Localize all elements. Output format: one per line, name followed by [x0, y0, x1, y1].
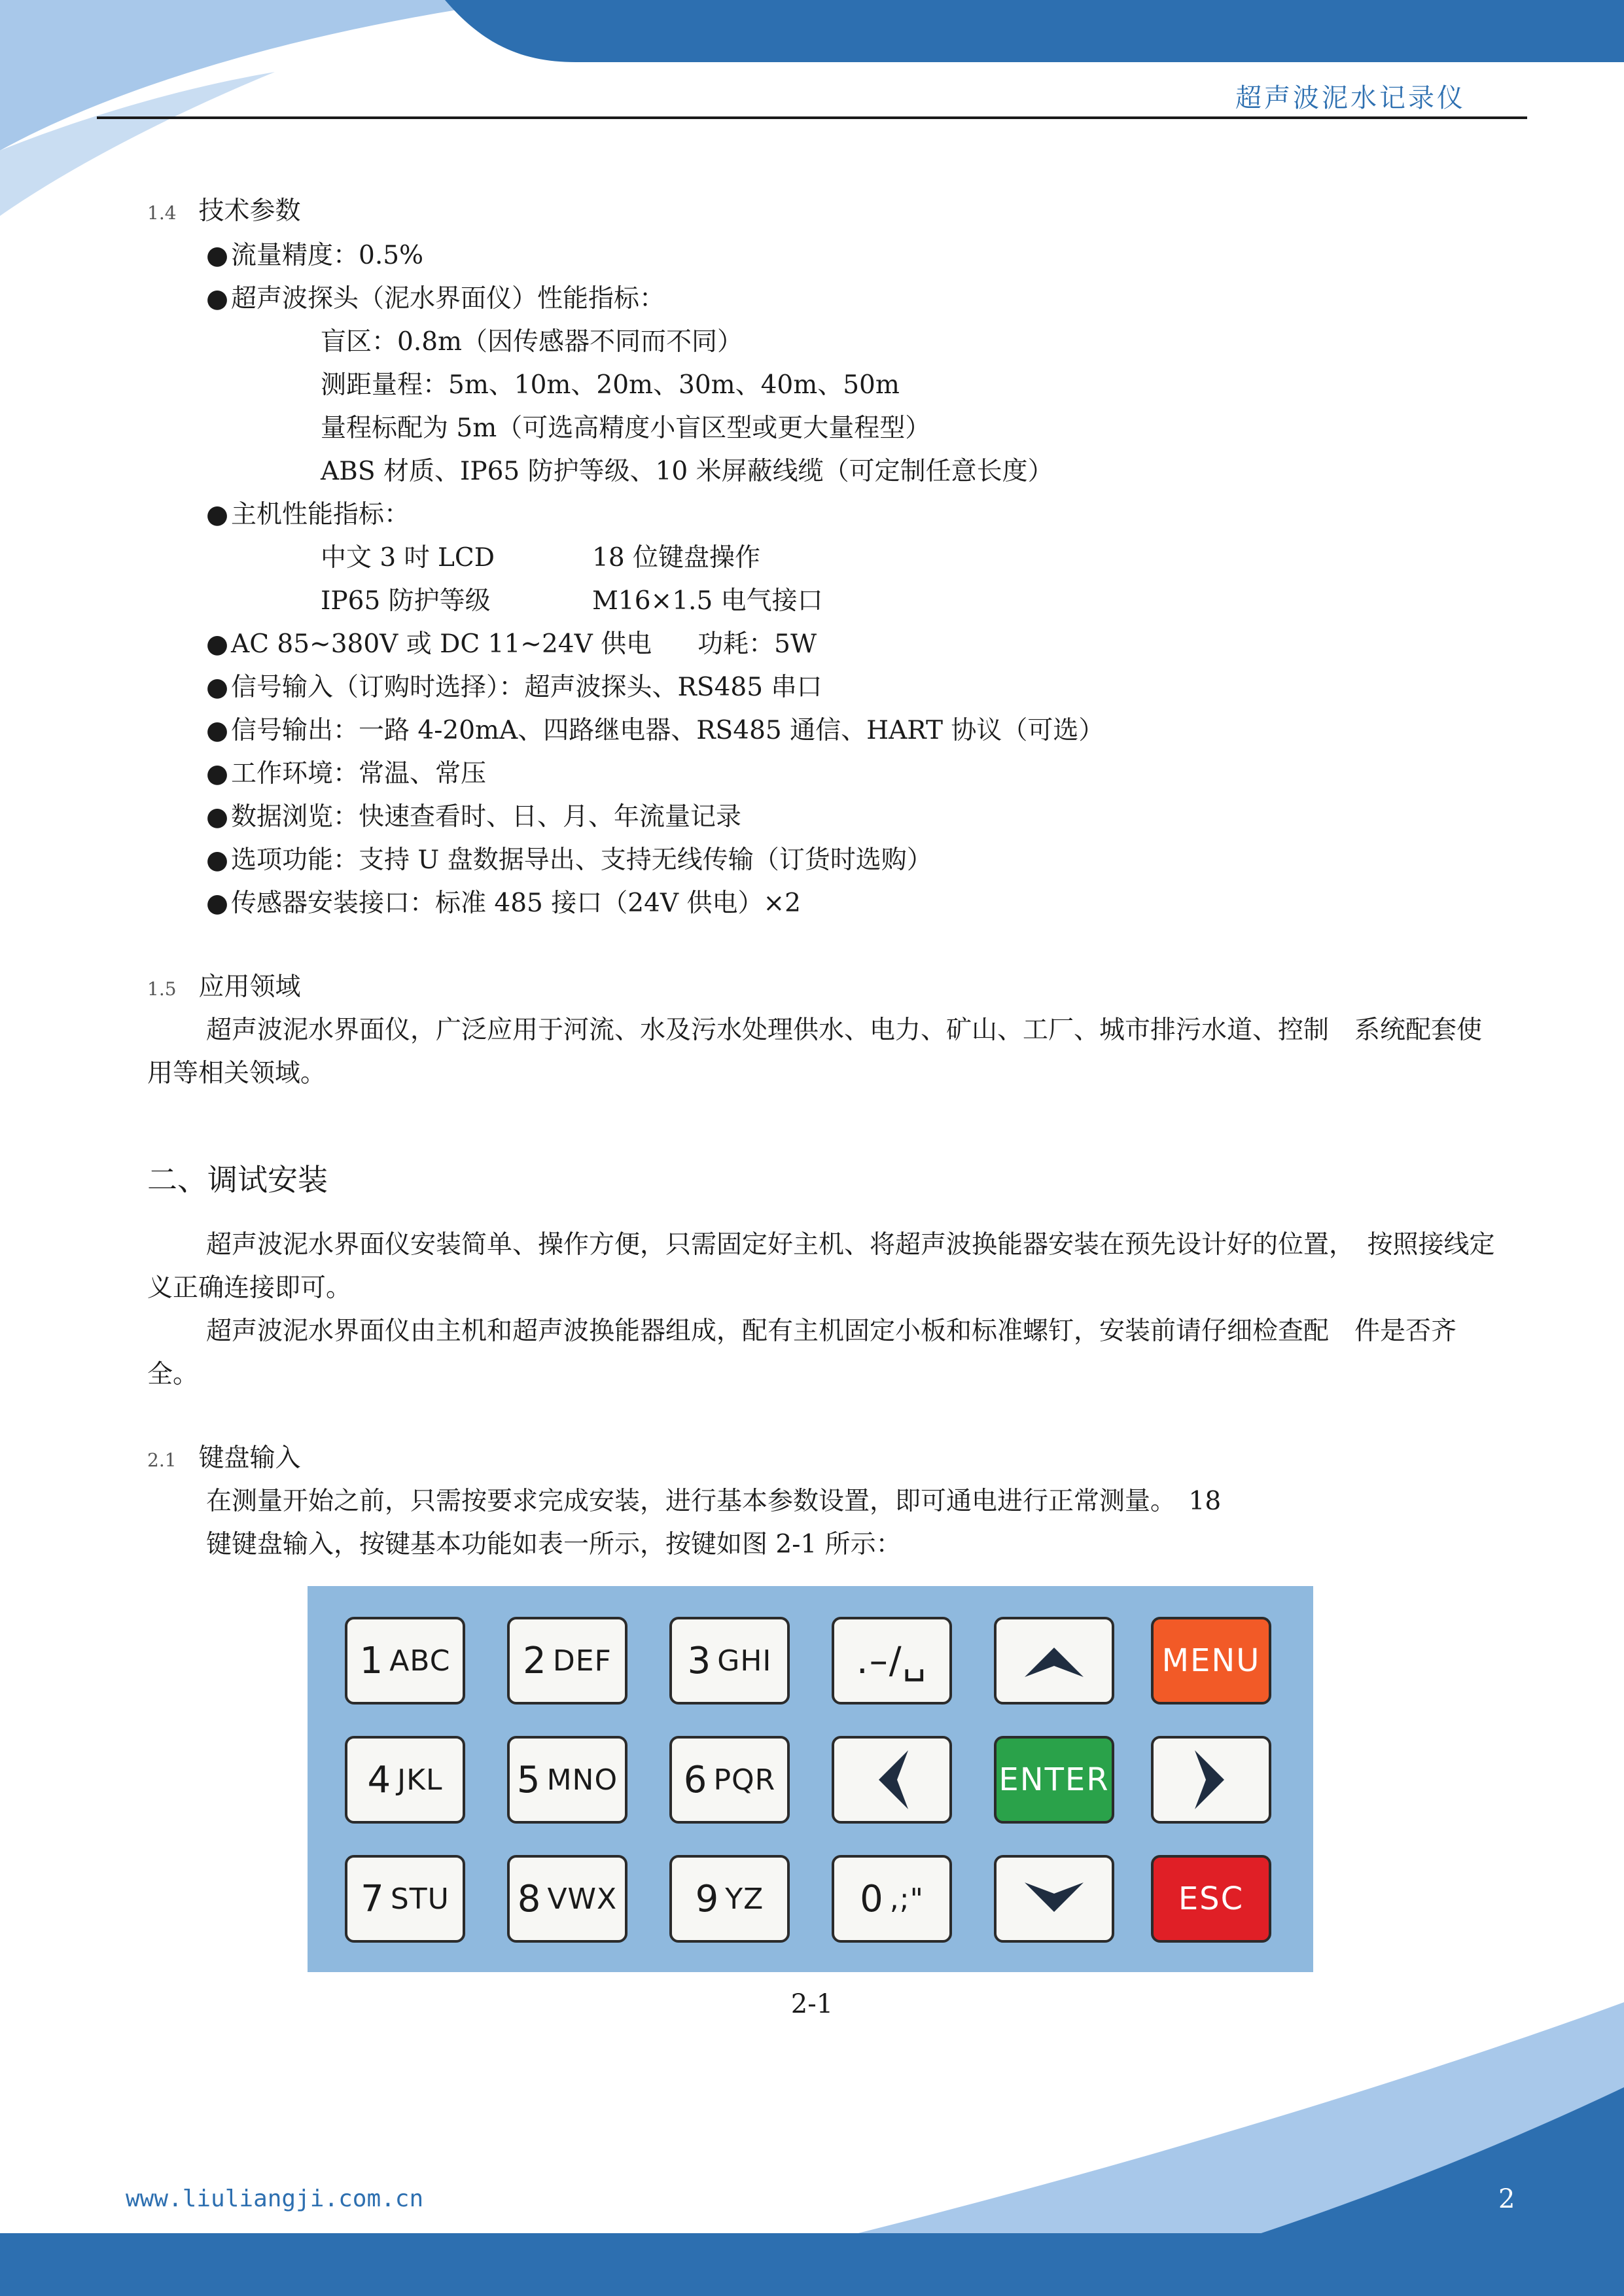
- bullet-signal-out: ● 信号输出：一路 4-20mA、四路继电器、RS485 通信、HART 协议（可选）: [206, 716, 1104, 745]
- key-1: [345, 1617, 465, 1704]
- section-1-5-heading: [147, 966, 301, 1011]
- key-9: [669, 1855, 790, 1943]
- key-up: [994, 1617, 1114, 1704]
- arrow-down-icon: [1021, 1879, 1087, 1918]
- key-letters: ,;": [889, 1882, 924, 1916]
- header-title: 超声波泥水记录仪: [1235, 83, 1466, 113]
- probe-item: 测距量程：5m、10m、20m、30m、40m、50m: [321, 370, 900, 400]
- key-letters: ABC: [389, 1644, 451, 1678]
- probe-item: 盲区：0.8m（因传感器不同而不同）: [321, 327, 743, 357]
- bullet-text: 流量精度：0.5%: [231, 241, 424, 270]
- key-letters: VWX: [547, 1882, 618, 1916]
- key-dot-slash-space: [832, 1617, 952, 1704]
- key-esc: [1151, 1855, 1271, 1943]
- bullet-text: 数据浏览：快速查看时、日、月、年流量记录: [231, 802, 742, 832]
- figure-caption: 2-1: [790, 1989, 834, 2019]
- key-digit: 1: [359, 1639, 383, 1682]
- keyboard-intro-line-1: 在测量开始之前，只需按要求完成安装，进行基本参数设置，即可通电进行正常测量。 18: [206, 1487, 1222, 1516]
- key-letters: GHI: [717, 1644, 772, 1678]
- host-spec: 中文 3 吋 LCD: [321, 543, 495, 573]
- key-letters: YZ: [725, 1882, 764, 1916]
- key-label: .–/␣: [856, 1639, 928, 1682]
- key-digit: 9: [695, 1877, 719, 1920]
- arrow-left-icon: [872, 1747, 911, 1812]
- key-digit: 4: [367, 1758, 391, 1801]
- page-number: 2: [1498, 2184, 1515, 2214]
- bullet-options: ● 选项功能：支持 U 盘数据导出、支持无线传输（订货时选购）: [206, 845, 932, 875]
- bullet-probe: ● 超声波探头（泥水界面仪）性能指标：: [206, 284, 665, 313]
- key-right: [1151, 1736, 1271, 1824]
- bullet-text: 超声波探头（泥水界面仪）性能指标：: [231, 284, 665, 313]
- key-down: [994, 1855, 1114, 1943]
- section-2-1-heading: [147, 1437, 301, 1482]
- bullet-text: AC 85~380V 或 DC 11~24V 供电: [231, 629, 652, 659]
- section-title: 技术参数: [198, 196, 301, 226]
- section-number: 1.4: [147, 202, 177, 224]
- key-5: [507, 1736, 627, 1824]
- key-letters: MNO: [546, 1763, 618, 1797]
- bullet-host: ● 主机性能指标：: [206, 500, 410, 529]
- bullet-accuracy: ● 流量精度：0.5%: [206, 241, 424, 270]
- key-menu: [1151, 1617, 1271, 1704]
- key-digit: 2: [523, 1639, 546, 1682]
- bullet-text: 选项功能：支持 U 盘数据导出、支持无线传输（订货时选购）: [231, 845, 932, 875]
- host-spec: IP65 防护等级: [321, 586, 491, 616]
- key-digit: 7: [361, 1877, 384, 1920]
- host-spec: 18 位键盘操作: [592, 543, 761, 573]
- section-number: 2.1: [147, 1449, 177, 1471]
- bullet-text: 信号输出：一路 4-20mA、四路继电器、RS485 通信、HART 协议（可选）: [231, 716, 1104, 745]
- key-digit: 6: [683, 1758, 707, 1801]
- section-title: 键盘输入: [198, 1443, 301, 1473]
- install-paragraph-1: 超声波泥水界面仪安装简单、操作方便，只需固定好主机、将超声波换能器安装在预先设计好的位置， 按照接线定义正确连接即可。: [147, 1230, 1495, 1303]
- key-7: [345, 1855, 465, 1943]
- key-letters: DEF: [552, 1644, 612, 1678]
- key-enter: [994, 1736, 1114, 1824]
- key-letters: JKL: [397, 1763, 443, 1797]
- key-4: [345, 1736, 465, 1824]
- keypad-figure: [308, 1586, 1313, 1972]
- key-label: ENTER: [998, 1761, 1110, 1798]
- key-letters: PQR: [713, 1763, 776, 1797]
- bullet-text: 工作环境：常温、常压: [231, 759, 487, 788]
- section-1-4-heading: [147, 190, 301, 235]
- key-digit: 3: [687, 1639, 711, 1682]
- arrow-right-icon: [1192, 1747, 1231, 1812]
- key-digit: 5: [516, 1758, 540, 1801]
- bullet-browse: ● 数据浏览：快速查看时、日、月、年流量记录: [206, 802, 742, 832]
- bullet-text: 信号输入（订购时选择）：超声波探头、RS485 串口: [231, 673, 822, 702]
- key-left: [832, 1736, 952, 1824]
- key-digit: 0: [860, 1877, 883, 1920]
- bullet-power: ● AC 85~380V 或 DC 11~24V 供电 功耗：5W: [206, 629, 817, 659]
- key-0: [832, 1855, 952, 1943]
- arrow-up-icon: [1021, 1641, 1087, 1680]
- host-spec: M16×1.5 电气接口: [592, 586, 823, 616]
- footer-url[interactable]: www.liuliangji.com.cn: [126, 2185, 424, 2212]
- probe-item: ABS 材质、IP65 防护等级、10 米屏蔽线缆（可定制任意长度）: [321, 457, 1053, 486]
- key-3: [669, 1617, 790, 1704]
- key-2: [507, 1617, 627, 1704]
- key-label: MENU: [1161, 1642, 1261, 1679]
- key-label: ESC: [1178, 1881, 1244, 1917]
- key-digit: 8: [517, 1877, 541, 1920]
- install-paragraph-2: 超声波泥水界面仪由主机和超声波换能器组成，配有主机固定小板和标准螺钉，安装前请仔细检查配 件是否齐全。: [147, 1316, 1457, 1389]
- section-title: 应用领域: [198, 972, 301, 1002]
- bullet-signal-in: ● 信号输入（订购时选择）：超声波探头、RS485 串口: [206, 673, 822, 702]
- application-paragraph: 超声波泥水界面仪，广泛应用于河流、水及污水处理供水、电力、矿山、工厂、城市排污水道、控制 系统配套使用等相关领域。: [147, 1016, 1483, 1088]
- bullet-sensor-port: ● 传感器安装接口：标准 485 接口（24V 供电）×2: [206, 889, 801, 918]
- bullet-environment: ● 工作环境：常温、常压: [206, 759, 487, 788]
- bullet-text: 传感器安装接口：标准 485 接口（24V 供电）×2: [231, 889, 801, 918]
- key-8: [507, 1855, 627, 1943]
- bullet-text: 主机性能指标：: [231, 500, 410, 529]
- power-consumption: 功耗：5W: [697, 629, 817, 659]
- section-number: 1.5: [147, 978, 177, 1000]
- keyboard-intro-line-2: 键键盘输入，按键基本功能如表一所示，按键如图 2-1 所示：: [206, 1530, 902, 1559]
- key-6: [669, 1736, 790, 1824]
- chapter-2-title: 二、调试安装: [147, 1162, 328, 1197]
- probe-item: 量程标配为 5m（可选高精度小盲区型或更大量程型）: [321, 414, 931, 443]
- key-letters: STU: [390, 1882, 450, 1916]
